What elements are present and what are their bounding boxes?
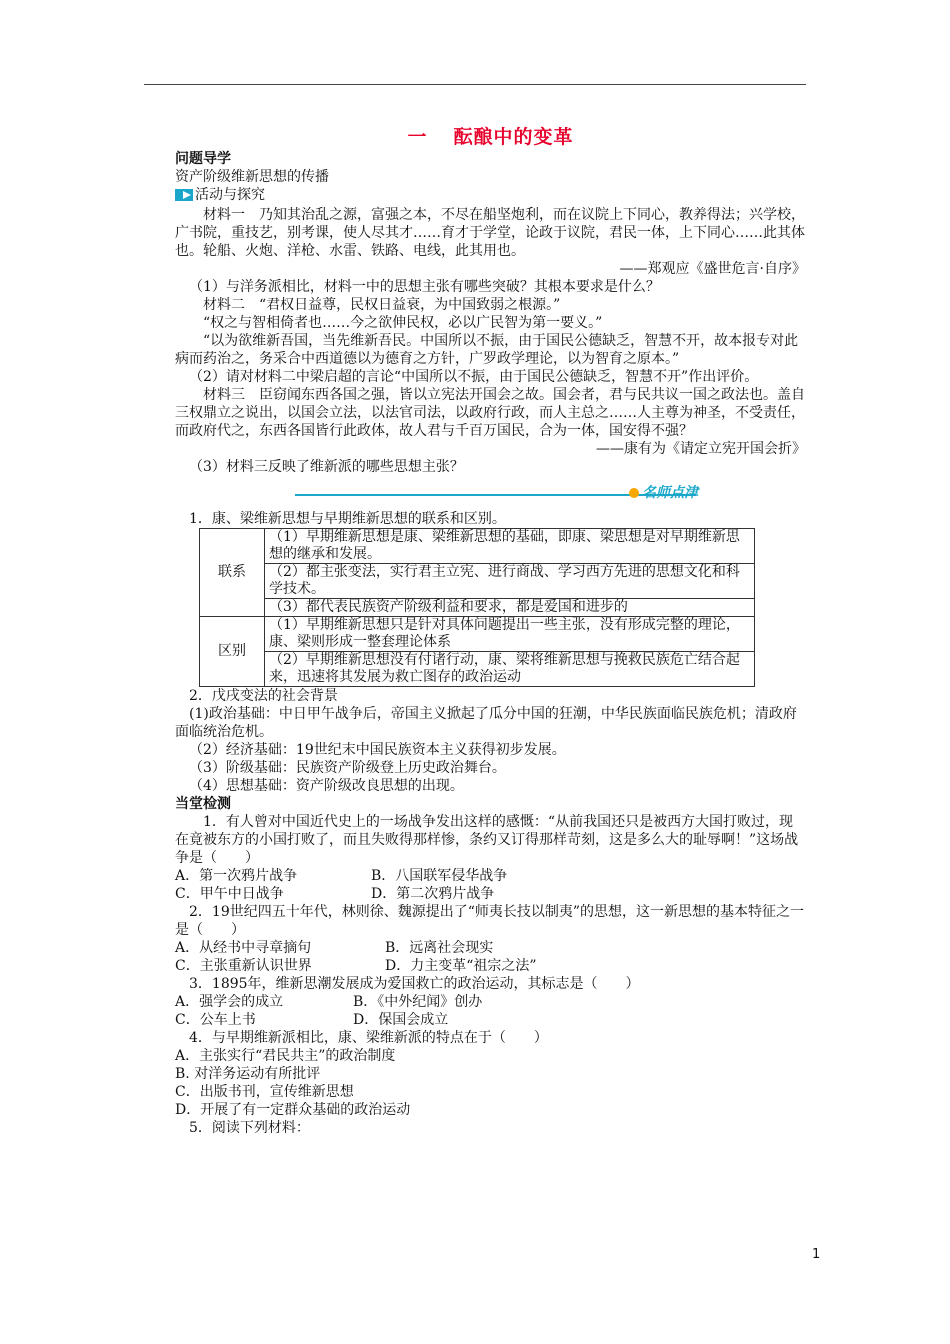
options-row bbox=[175, 867, 806, 885]
background-class: （3）阶级基础：民族资产阶级登上历史政治舞台。 bbox=[189, 760, 506, 776]
section-heading-guide: 问题导学 bbox=[175, 151, 231, 167]
test-question-1: 1．有人曾对中国近代史上的一场战争发出这样的感慨：“从前我国还只是被西方大国打败过，现在竟被东方的小国打败了，而且失败得那样惨，条约又订得那样苛刻，这是多么大的耻辱啊！”这场战争是（ ） bbox=[175, 814, 799, 866]
badge-dot-icon bbox=[629, 488, 639, 498]
option: D．第二次鸦片战争 bbox=[371, 886, 495, 902]
background-thought: （4）思想基础：资产阶级改良思想的出现。 bbox=[189, 778, 464, 794]
table-cell: （1）早期维新思想只是针对具体问题提出一些主张，没有形成完整的理论，康、梁则形成一整套理论体系 bbox=[265, 617, 755, 652]
material-three-source: ——康有为《请定立宪开国会折》 bbox=[596, 441, 806, 457]
question-two: （2）请对材料二中梁启超的言论“中国所以不振，由于国民公德缺乏，智慧不开”作出评价。 bbox=[189, 369, 759, 385]
table-row bbox=[200, 652, 755, 687]
option: C．出版书刊，宣传维新思想 bbox=[175, 1084, 354, 1100]
option: C．公车上书 bbox=[175, 1012, 256, 1028]
test-question-2: 2．19世纪四五十年代，林则徐、魏源提出了“师夷长技以制夷”的思想，这一新思想的基本特征之一是（ ） bbox=[175, 904, 805, 938]
option: D．力主变革“祖宗之法” bbox=[385, 958, 537, 974]
option: D．开展了有一定群众基础的政治运动 bbox=[175, 1102, 411, 1118]
page-title bbox=[175, 128, 806, 146]
guide-point-two: 2．戊戌变法的社会背景 bbox=[189, 688, 338, 704]
banner-badge bbox=[629, 484, 698, 502]
option: C．主张重新认识世界 bbox=[175, 958, 312, 974]
table-category: 联系 bbox=[200, 529, 265, 617]
activity-text: 活动与探究 bbox=[195, 187, 265, 203]
table-cell: （2）早期维新思想没有付诸行动，康、梁将维新思想与挽救民族危亡结合起来，迅速将其发展为救亡图存的政治运动 bbox=[265, 652, 755, 687]
background-economic: （2）经济基础：19世纪末中国民族资本主义获得初步发展。 bbox=[189, 742, 566, 758]
tips-banner bbox=[175, 482, 806, 508]
table-row bbox=[200, 599, 755, 617]
option: A．从经书中寻章摘句 bbox=[175, 940, 312, 956]
options-row bbox=[175, 957, 806, 975]
table-row bbox=[200, 617, 755, 652]
subsection-title: 资产阶级维新思想的传播 bbox=[175, 169, 329, 185]
banner-text: 名师点津 bbox=[642, 485, 698, 501]
guide-point-one: 1．康、梁维新思想与早期维新思想的联系和区别。 bbox=[189, 511, 506, 527]
material-one-source: ——郑观应《盛世危言·自序》 bbox=[619, 261, 806, 277]
title-text: 酝酿中的变革 bbox=[453, 126, 574, 148]
option: A．第一次鸦片战争 bbox=[175, 868, 298, 884]
option: B．八国联军侵华战争 bbox=[371, 868, 508, 884]
material-two-a: 材料二 “君权日益尊，民权日益衰，为中国致弱之根源。” bbox=[203, 297, 561, 313]
arrow-icon bbox=[175, 189, 193, 201]
table-cell: （1）早期维新思想是康、梁维新思想的基础，即康、梁思想是对早期维新思想的继承和发展。 bbox=[265, 529, 755, 564]
options-row bbox=[175, 1011, 806, 1029]
option: B. 对洋务运动有所批评 bbox=[175, 1066, 321, 1082]
table-row bbox=[200, 564, 755, 599]
test-question-3: 3．1895年，维新思潮发展成为爱国救亡的政治运动，其标志是（ ） bbox=[189, 976, 640, 992]
table-category: 区别 bbox=[200, 617, 265, 687]
material-two-b: “权之与智相倚者也……今之欲伸民权，必以广民智为第一要义。” bbox=[203, 315, 603, 331]
option: B．《中外纪闻》创办 bbox=[353, 994, 483, 1010]
option: C．甲午中日战争 bbox=[175, 886, 284, 902]
section-heading-test: 当堂检测 bbox=[175, 796, 231, 812]
title-number: 一 bbox=[407, 126, 428, 148]
header-rule bbox=[144, 84, 806, 85]
table-cell: （3）都代表民族资产阶级利益和要求，都是爱国和进步的 bbox=[265, 599, 755, 617]
material-one: 材料一 乃知其治乱之源，富强之本，不尽在船坚炮利，而在议院上下同心，教养得法；兴学校，广书院，重技艺，别考课，使人尽其才……育才于学堂，论政于议院，君民一体，上下同心……此其体也。轮船、火炮、洋枪、水雷、铁路、电线，此其用也。 bbox=[175, 207, 805, 259]
question-one: （1）与洋务派相比，材料一中的思想主张有哪些突破？其根本要求是什么？ bbox=[189, 279, 660, 295]
options-row bbox=[175, 939, 806, 957]
material-three: 材料三 臣窃闻东西各国之强，皆以立宪法开国会之故。国会者，君与民共议一国之政法也。盖自三权鼎立之说出，以国会立法，以法官司法，以政府行政，而人主总之……人主尊为神圣，不受责任，而政府代之，东西各国皆行此政体，故人君与千百万国民，合为一体，国安得不强？ bbox=[175, 387, 805, 439]
test-question-4: 4．与早期维新派相比，康、梁维新派的特点在于（ ） bbox=[189, 1030, 548, 1046]
option: D．保国会成立 bbox=[353, 1012, 449, 1028]
options-row bbox=[175, 993, 806, 1011]
comparison-table bbox=[199, 528, 755, 687]
document-body bbox=[175, 128, 806, 1137]
activity-label bbox=[175, 186, 265, 204]
option: B．远离社会现实 bbox=[385, 940, 494, 956]
table-row bbox=[200, 529, 755, 564]
background-political: (1)政治基础：中日甲午战争后，帝国主义掀起了瓜分中国的狂潮，中华民族面临民族危机；清政府面临统治危机。 bbox=[175, 706, 797, 740]
material-two-c: “以为欲维新吾国，当先维新吾民。中国所以不振，由于国民公德缺乏，智慧不开，故本报专对此病而药治之，务采合中西道德以为德育之方针，广罗政学理论，以为智育之原本。” bbox=[175, 333, 799, 367]
question-three: （3）材料三反映了维新派的哪些思想主张？ bbox=[189, 459, 464, 475]
table-cell: （2）都主张变法，实行君主立宪、进行商战、学习西方先进的思想文化和科学技术。 bbox=[265, 564, 755, 599]
page-number: 1 bbox=[812, 1247, 821, 1262]
option: A．主张实行“君民共主”的政治制度 bbox=[175, 1048, 396, 1064]
test-question-5: 5．阅读下列材料： bbox=[189, 1120, 310, 1136]
options-row bbox=[175, 885, 806, 903]
option: A．强学会的成立 bbox=[175, 994, 284, 1010]
